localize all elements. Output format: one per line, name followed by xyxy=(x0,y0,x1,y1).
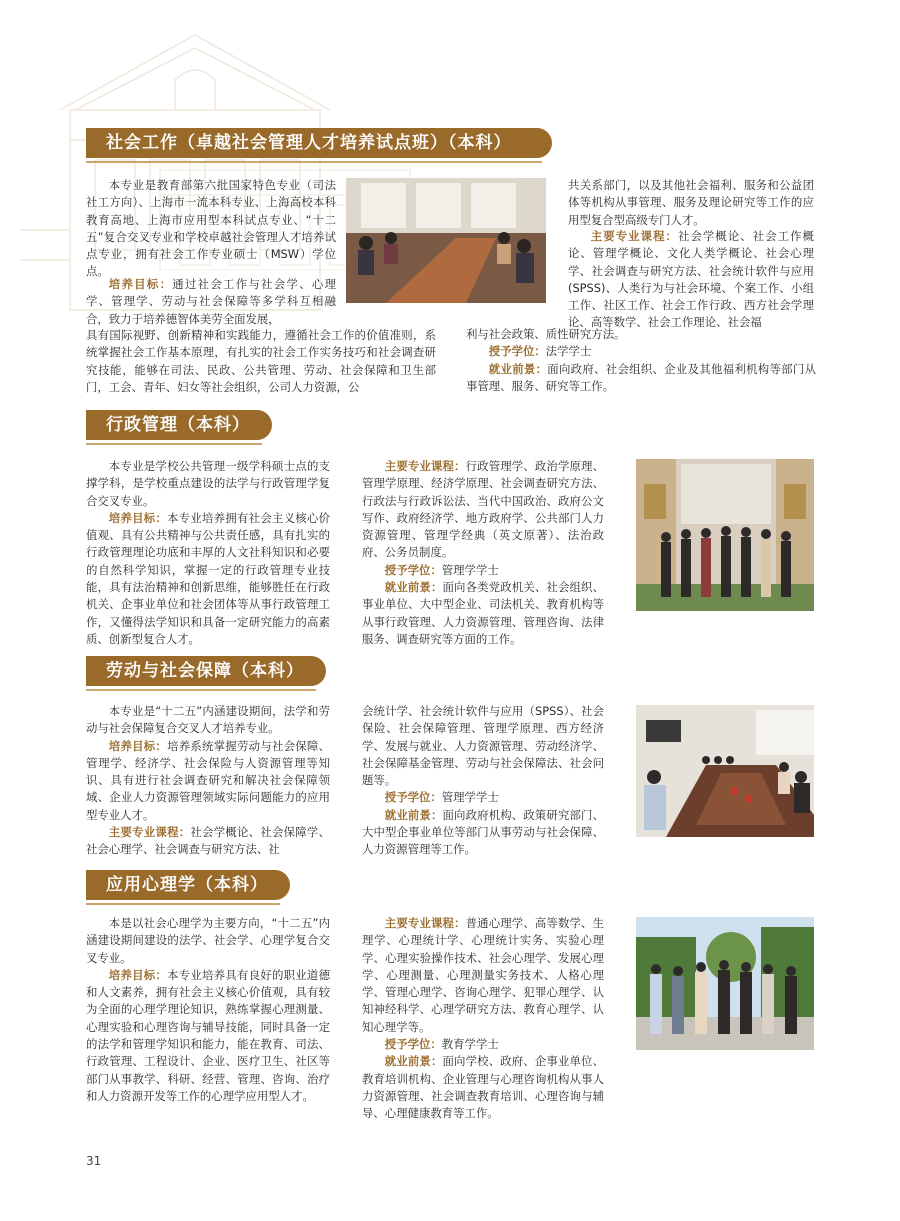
public-admin-right: 主要专业课程：行政管理学、政治学原理、管理学原理、经济学原理、社会调查研究方法、行政法与行政诉讼法、当代中国政治、政府公文写作、政府经济学、地方政府学、公共部门人力资源管理、管理学经典（英文原著）、法治政府、公务员制度。 授予学位：管理学学士 就业前景：面向各类党政机关、社会组织、事业单位、大中型企业、司法机关、教育机构等从事行政管理、人力资源管理、管理咨询、法律服务、调查研究等方面的工作。 xyxy=(362,459,604,646)
social-work-goal: 培养目标：通过社会工作与社会学、心理学、管理学、劳动与社会保障等多学科互相融合，致力于培养德智体美劳全面发展， xyxy=(86,277,336,326)
conference-room-photo xyxy=(636,705,814,837)
outdoor-group-photo xyxy=(636,917,814,1050)
applied-psych-right: 主要专业课程：普通心理学、高等数学、生理学、心理统计学、心理统计实务、实验心理学、心理实验操作技术、社会心理学、发展心理学、心理测量、心理测量实务技术、人格心理学、管理心理学、咨询心理学、犯罪心理学、认知神经科学、心理学研究方法、教育心理学、认知心理学等。 授予学位：教育学学士 就业前景：面向学校、政府、企事业单位、教育培训机构、企业管理与心理咨询机构从事人力资源管理、社会调查教育培训、心理咨询与辅导、心理健康教育等工作。 xyxy=(362,916,604,1121)
labor-security-right: 会统计学、社会统计软件与应用（SPSS）、社会保险、社会保障管理、管理学原理、西方经济学、发展与就业、人力资源管理、劳动经济学、社会保障基金管理、劳动与社会保障法、社会问题等。 授予学位：管理学学士 就业前景：面向政府机构、政策研究部门、大中型企事业单位等部门从事劳动与社会保障、人力资源管理等工作。 xyxy=(362,704,604,857)
section-title-applied-psych: 应用心理学（本科） xyxy=(86,870,290,900)
group-photo-entrance xyxy=(636,459,814,611)
social-work-intro: 本专业是教育部第六批国家特色专业（司法社工方向）、上海市一流本科专业、上海高校本科教育高地、上海市应用型本科试点专业、“十二五”复合交叉专业和学校卓越社会管理人才培养试点专业，拥有社会工作专业硕士（MSW）学位点。 xyxy=(86,178,336,279)
section-title-public-admin: 行政管理（本科） xyxy=(86,410,272,440)
social-work-tail: 利与社会政策、质性研究方法。 授予学位：法学学士 就业前景：面向政府、社会组织、企业及其他福利机构等部门从事管理、服务、研究等工作。 xyxy=(466,327,816,393)
social-work-goal-continued: 具有国际视野、创新精神和实践能力，遵循社会工作的价值准则，系统掌握社会工作基本原理，有扎实的社会工作实务技巧和社会调查研究技能，能够在司法、民政、公共管理、劳动、社会保障和卫生部门，工会、青年、妇女等社会组织，公司人力资源，公 xyxy=(86,328,436,394)
page-number: 31 xyxy=(86,1154,102,1168)
section-title-labor-security: 劳动与社会保障（本科） xyxy=(86,656,326,686)
section-title-social-work: 社会工作（卓越社会管理人才培养试点班）（本科） xyxy=(86,128,552,158)
labor-security-left: 本专业是“十二五”内涵建设期间，法学和劳动与社会保障复合交叉人才培养专业。 培养目标：培养系统掌握劳动与社会保障、管理学、经济学、社会保险与人资源管理等知识、具有进行社会调查研究和解决社会保障领域、企业人力资源管理领域实际问题能力的应用型专业人才。 主要专业课程：社会学概论、社会保障学、社会心理学、社会调查与研究方法、社 xyxy=(86,704,330,857)
social-work-goal-right: 共关系部门，以及其他社会福利、服务和公益团体等机构从事管理、服务及理论研究等工作的应用型复合型高级专门人才。 xyxy=(568,178,814,227)
public-admin-left: 本专业是学校公共管理一级学科硕士点的支撑学科，是学校重点建设的法学与行政管理学复合交叉专业。 培养目标：本专业培养拥有社会主义核心价值观、具有公共精神与公共责任感，具有扎实的行政管理理论功底和丰厚的人文社科知识和必要的自然科学知识，掌握一定的行政管理专业技能，具有法治精神和创新思维，能够胜任在行政机关、企事业单位和社会团体等从事行政管理工作，又懂得法学知识和具备一定研究能力的高素质、创新型复合人才。 xyxy=(86,459,330,646)
applied-psych-left: 本是以社会心理学为主要方向，“十二五”内涵建设期间建设的法学、社会学、心理学复合交叉专业。 培养目标：本专业培养具有良好的职业道德和人文素养，拥有社会主义核心价值观，具有较为全面的心理学理论知识，熟练掌握心理测量、心理实验和心理咨询与辅导技能，同时具备一定的法学和管理学知识和能力，能在教育、司法、行政管理、工程设计、企业、医疗卫生、社区等部门从事教学、科研、经营、管理、咨询、治疗和人力资源开发等工作的心理学应用型人才。 xyxy=(86,916,330,1103)
social-work-courses: 主要专业课程：社会学概论、社会工作概论、管理学概论、文化人类学概论、社会心理学、社会调查与研究方法、社会统计软件与应用 (SPSS)、人类行为与社会环境、个案工作、小组工作、社区工作、社会工作行政、西方社会学理论、高等数学、社会工作理论、社会福 xyxy=(568,229,814,330)
meeting-photo xyxy=(346,178,546,303)
